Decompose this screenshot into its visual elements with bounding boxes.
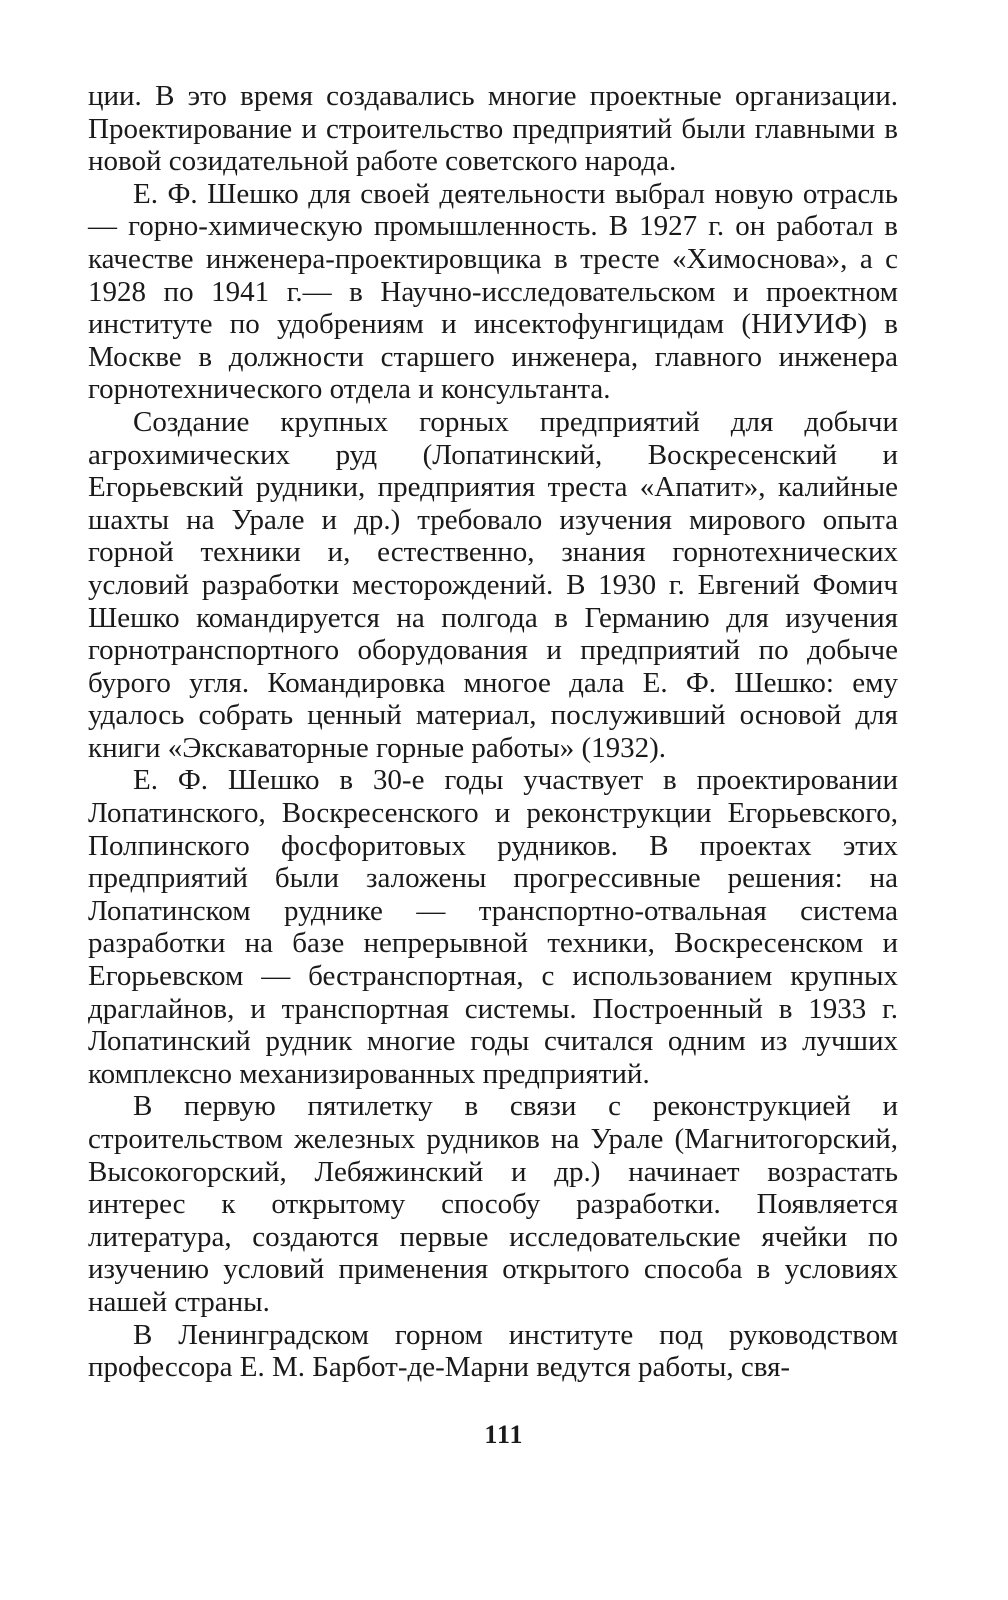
paragraph-1: ции. В это время создавались многие проектные организации. Проектирование и строительство предприятий были главными в новой созидательной работе советского народа.	[88, 80, 898, 178]
paragraph-4: Е. Ф. Шешко в 30-е годы участвует в проектировании Лопатинского, Воскресенского и реконструкции Егорьевского, Полпинского фосфоритовых рудников. В проектах этих предприятий были заложены прогрессивные решения: на Лопатинском руднике — транспортно-отвальная система разработки на базе непрерывной техники, Воскресенском и Егорьевском — бестранспортная, с использованием крупных драглайнов, и транспортная системы. Построенный в 1933 г. Лопатинский рудник многие годы считался одним из лучших комплексно механизированных предприятий.	[88, 764, 898, 1090]
paragraph-2: Е. Ф. Шешко для своей деятельности выбрал новую отрасль — горно-химическую промышленность. В 1927 г. он работал в качестве инженера-проектировщика в тресте «Химоснова», а с 1928 по 1941 г.— в Научно-исследовательском и проектном институте по удобрениям и инсектофунгицидам (НИУИФ) в Москве в должности старшего инженера, главного инженера горнотехнического отдела и консультанта.	[88, 177, 898, 406]
paragraph-6: В Ленинградском горном институте под руководством профессора Е. М. Барбот-де-Марни ведутся работы, свя-	[88, 1318, 898, 1384]
page-number: 111	[484, 1420, 524, 1449]
page-body	[88, 80, 898, 1384]
paragraph-3: Создание крупных горных предприятий для добычи агрохимических руд (Лопатинский, Воскресенский и Егорьевский рудники, предприятия треста «Апатит», калийные шахты на Урале и др.) требовало изучения мирового опыта горной техники и, естественно, знания горнотехнических условий разработки месторождений. В 1930 г. Евгений Фомич Шешко командируется на полгода в Германию для изучения горнотранспортного оборудования и предприятий по добыче бурого угля. Командировка многое дала Е. Ф. Шешко: ему удалось собрать ценный материал, послуживший основой для книги «Экскаваторные горные работы» (1932).	[88, 405, 898, 764]
paragraph-5: В первую пятилетку в связи с реконструкцией и строительством железных рудников на Урале (Магнитогорский, Высокогорский, Лебяжинский и др.) начинает возрастать интерес к открытому способу разработки. Появляется литература, создаются первые исследовательские ячейки по изучению условий применения открытого способа в условиях нашей страны.	[88, 1090, 898, 1318]
